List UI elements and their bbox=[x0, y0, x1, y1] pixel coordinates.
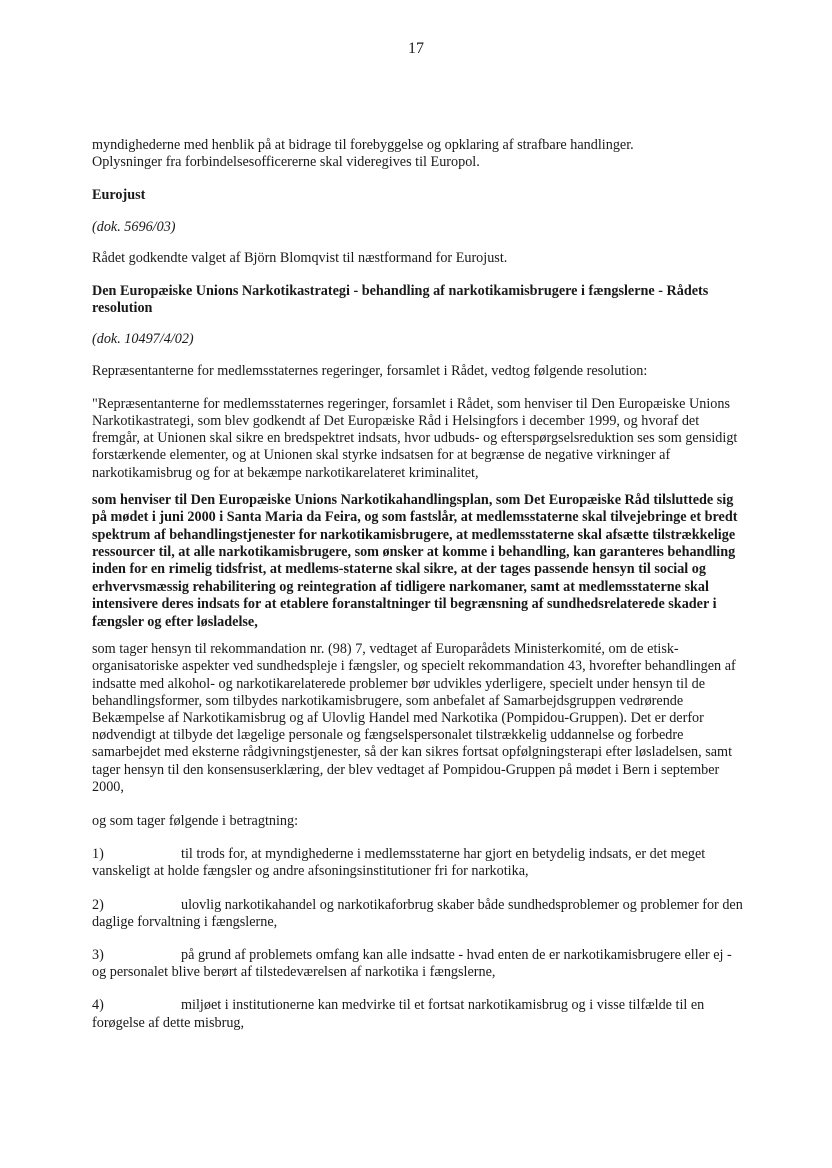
action-plan-paragraph: som henviser til Den Europæiske Unions Narkotikahandlingsplan, som Det Europæiske Råd tilsluttede sig på mødet i juni 2000 i Santa Maria da Feira, og som fastslår, at medlemsstaterne skal tilvejebringe et bredt spektrum af behandlingstjenester for narkotikamisbrugere, at medlemsstaterne skal afsætte tilstrækkelige ressourcer til, at alle narkotikamisbrugere, som ønsker at komme i behandling, kan garanteres behandling inden for en rimelig tidsfrist, at medlems-staterne skal sikre, at der tages passende hensyn til social og erhvervsmæssig rehabilitering og reintegration af tidligere narkomaner, samt at medlemsstaterne skal intensivere deres indsats for at etablere foranstaltninger til begrænsning af sundhedsrelaterede skader i fængsler og efter løsladelse, bbox=[92, 491, 738, 630]
consideration-item bbox=[92, 947, 744, 981]
item-number: 4) bbox=[92, 997, 104, 1014]
page-number: 17 bbox=[408, 40, 424, 57]
recommendation-paragraph: som tager hensyn til rekommandation nr. (98) 7, vedtaget af Europarådets Ministerkomité, om de etisk-organisatoriske aspekter ved sundhedspleje i fængsler, og specielt rekommandation 43, hvorefter behandlingen af indsatte med alkohol- og narkotikarelaterede problemer bør udvikles yderligere, specielt under hensyn til de behandlingsformer, som tilbydes narkotikamisbrugere, som anbefalet af Samarbejdsgruppen vedrørende Bekæmpelse af Narkotikamisbrug og af Ulovlig Handel med Narkotika (Pompidou-Gruppen). Det er derfor nødvendigt at tilbyde det lægelige personale og fængselspersonalet tilstrækkelig uddannelse og forbedre samarbejdet med eksterne rådgivningstjenester, så der kan sikres fortsat opfølgningsterapi efter løsladelsen, samt tager hensyn til den konsensuserklæring, der blev vedtaget af Pompidou-Gruppen på mødet i Bern i september 2000, bbox=[92, 641, 736, 795]
intro-line-2: Oplysninger fra forbindelsesofficererne skal videregives til Europol. bbox=[92, 154, 480, 171]
intro-line-1: myndighederne med henblik på at bidrage til forebyggelse og opklaring af strafbare handlinger. bbox=[92, 137, 634, 153]
strategy-heading: Den Europæiske Unions Narkotikastrategi - behandling af narkotikamisbrugere i fængslerne - Rådets resolution bbox=[92, 283, 709, 317]
item-text: til trods for, at myndighederne i medlemsstaterne har gjort en betydelig indsats, er det meget vanskeligt at holde fængsler og andre afsoningsinstitutioner fri for narkotika, bbox=[92, 846, 706, 880]
consideration-item bbox=[92, 997, 744, 1031]
intro-paragraph bbox=[92, 137, 744, 171]
consideration-item bbox=[92, 846, 744, 880]
eurojust-doc-ref: (dok. 5696/03) bbox=[92, 218, 176, 235]
strategy-doc-ref: (dok. 10497/4/02) bbox=[92, 331, 194, 348]
strategy-intro: Repræsentanterne for medlemsstaternes regeringer, forsamlet i Rådet, vedtog følgende resolution: bbox=[92, 362, 648, 379]
document-body bbox=[92, 137, 744, 1048]
item-text: miljøet i institutionerne kan medvirke til et fortsat narkotikamisbrug og i visse tilfælde til en forøgelse af dette misbrug, bbox=[92, 997, 705, 1031]
item-text: på grund af problemets omfang kan alle indsatte - hvad enten de er narkotikamisbrugere eller ej - og personalet blive berørt af tilstedeværelsen af narkotika i fængslerne, bbox=[92, 946, 732, 981]
eurojust-heading: Eurojust bbox=[92, 187, 146, 204]
item-number: 2) bbox=[92, 896, 104, 913]
item-number: 1) bbox=[92, 846, 104, 863]
resolution-quote-paragraph: "Repræsentanterne for medlemsstaternes regeringer, forsamlet i Rådet, som henviser til Den Europæiske Unions Narkotikastrategi, som blev godkendt af Det Europæiske Råd i Helsingfors i december 1999, og hvoraf det fremgår, at Unionen skal sikre en bredspektret indsats, hvor udbuds- og efterspørgselsreduktion ses som gensidigt forstærkende elementer, og at Unionen skal styrke indsatsen for at begrænse de negative virkninger af narkotikamisbrug og for at bekæmpe narkotikarelateret kriminalitet, bbox=[92, 395, 738, 481]
item-text: ulovlig narkotikahandel og narkotikaforbrug skaber både sundhedsproblemer og problemer for den daglige forvaltning i fængslerne, bbox=[92, 896, 743, 930]
consideration-intro: og som tager følgende i betragtning: bbox=[92, 812, 299, 829]
consideration-item bbox=[92, 897, 744, 931]
item-number: 3) bbox=[92, 946, 104, 963]
eurojust-text: Rådet godkendte valget af Björn Blomqvist til næstformand for Eurojust. bbox=[92, 249, 508, 266]
